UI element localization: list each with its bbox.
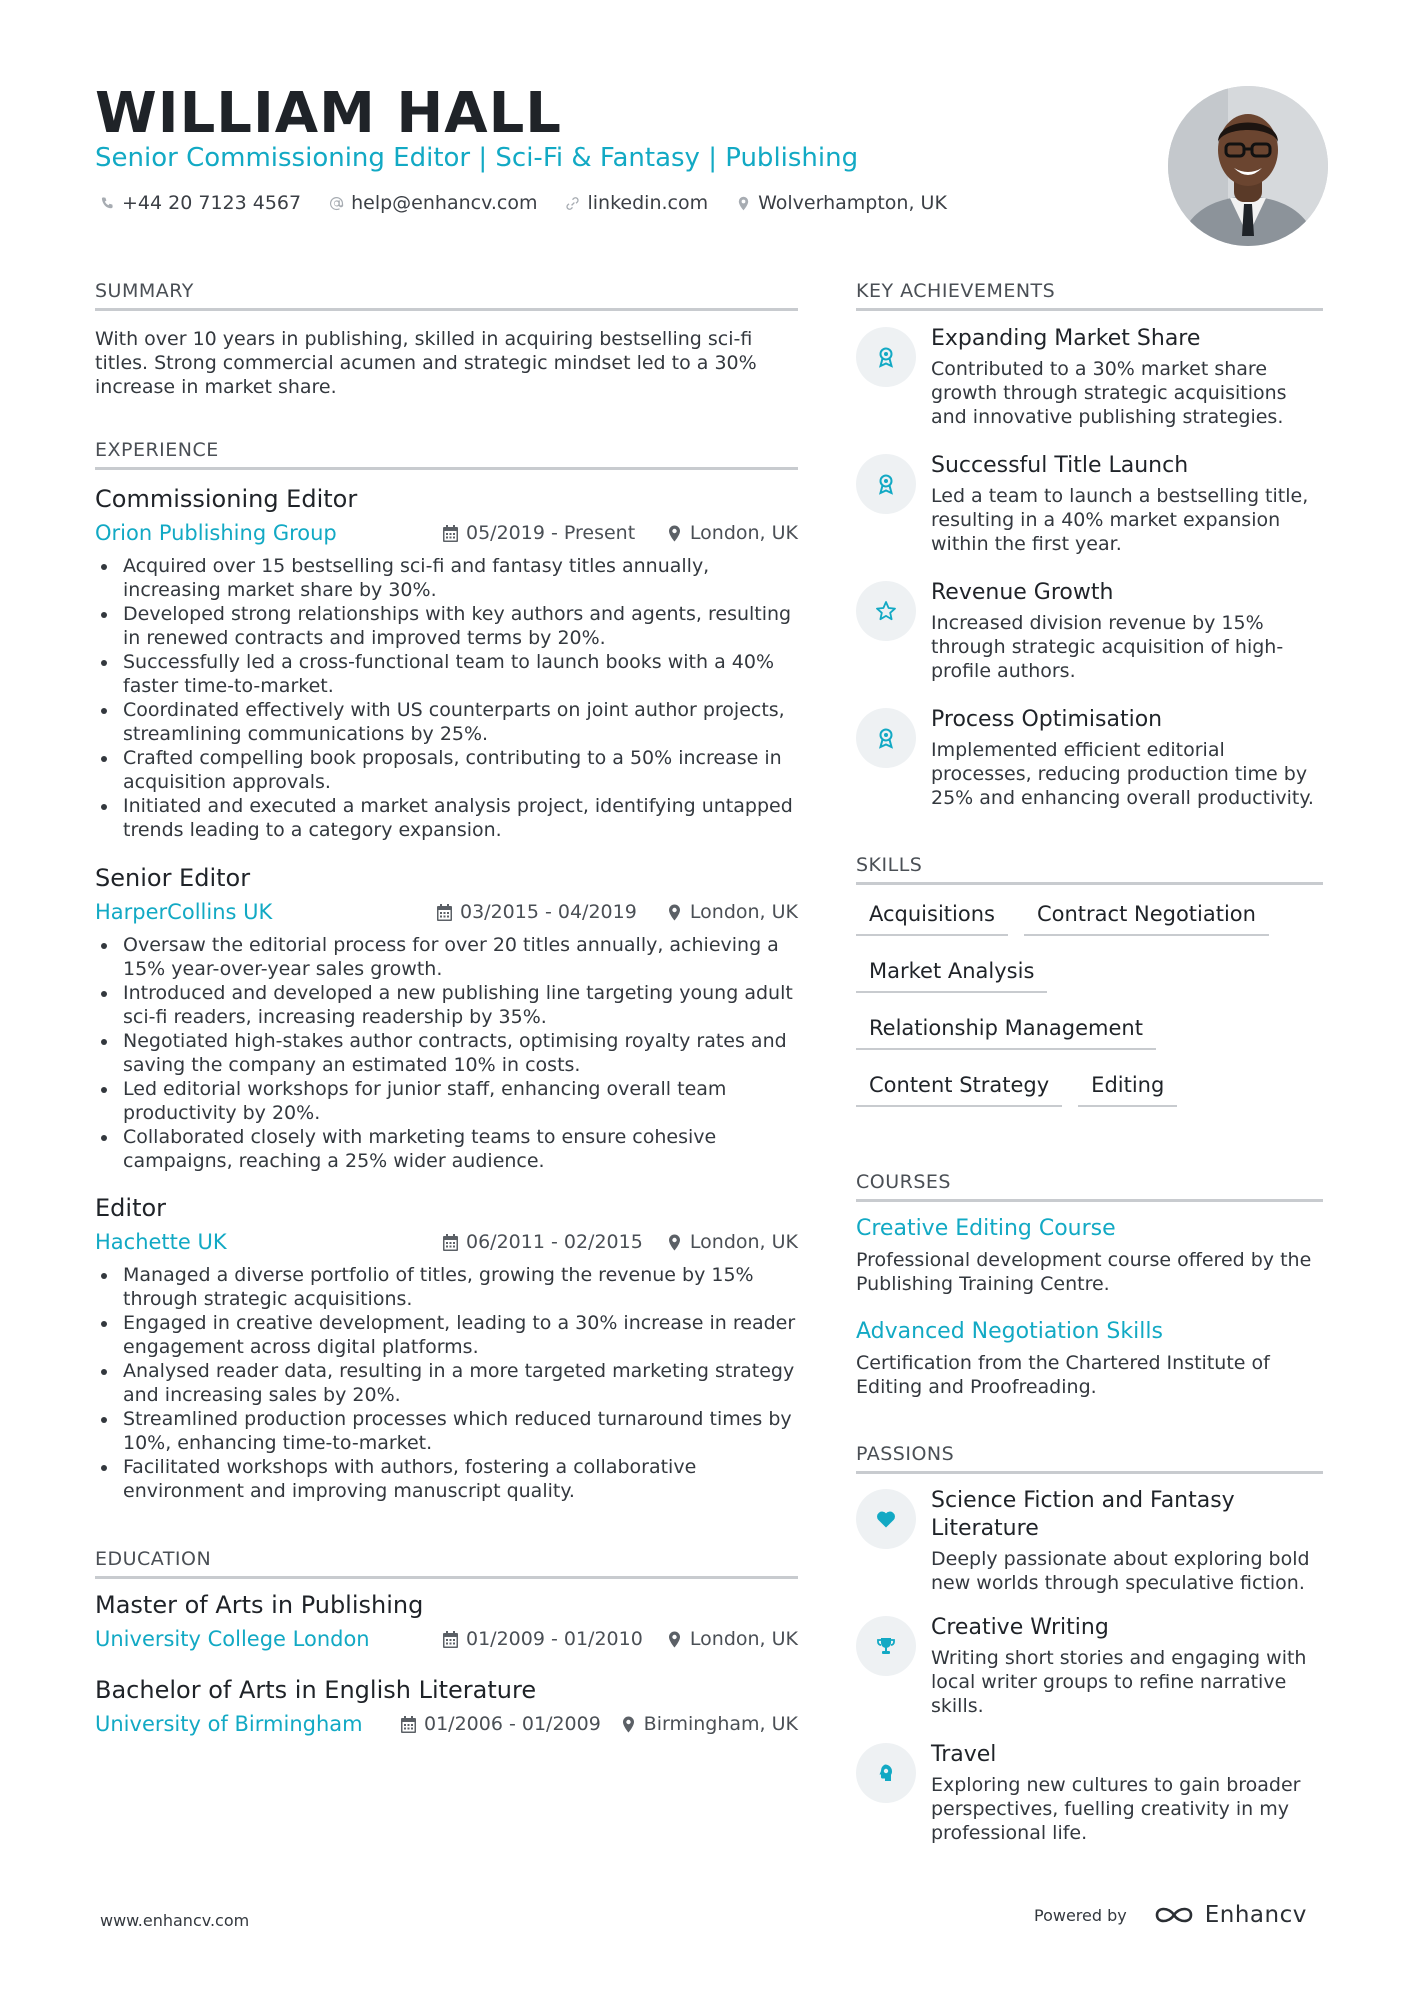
achievement-icon-wrap (856, 581, 916, 641)
award-icon (874, 345, 898, 369)
course-desc: Certification from the Chartered Institute of Editing and Proofreading. (856, 1352, 1270, 1398)
contact-location-text: Wolverhampton, UK (758, 192, 947, 214)
list-item: Streamlined production processes which reduced turnaround times by 10%, enhancing time-to-market. (95, 1407, 798, 1455)
footer-branding (1034, 1902, 1307, 1928)
skill-tag: Editing (1078, 1071, 1177, 1107)
map-pin-icon (621, 1716, 636, 1733)
contact-location (736, 190, 947, 216)
job-company: Orion Publishing Group (95, 521, 337, 545)
education-location (667, 1624, 798, 1654)
achievement-title: Expanding Market Share (931, 326, 1201, 351)
course-item (856, 1215, 1323, 1296)
education-degree: Bachelor of Arts in English Literature (95, 1676, 537, 1704)
list-item: Led editorial workshops for junior staff, enhancing overall team productivity by 20%. (95, 1077, 798, 1125)
brand-logo[interactable] (1151, 1902, 1307, 1928)
passion-body (931, 1487, 1326, 1595)
passion-desc: Exploring new cultures to gain broader perspectives, fuelling creativity in my professional life. (931, 1774, 1301, 1844)
section-title-experience: EXPERIENCE (95, 438, 798, 470)
passion-body (931, 1614, 1326, 1718)
passion-title: Travel (931, 1742, 997, 1767)
skill-tag: Market Analysis (856, 957, 1047, 993)
at-icon (329, 196, 344, 211)
skill-row (856, 1071, 1326, 1107)
job-meta (95, 518, 798, 548)
passion-icon-wrap (856, 1489, 916, 1549)
achievement-title: Process Optimisation (931, 707, 1163, 732)
passion-icon-wrap (856, 1743, 916, 1803)
list-item: Oversaw the editorial process for over 20 titles annually, achieving a 15% year-over-year sales growth. (95, 933, 798, 981)
list-item: Initiated and executed a market analysis project, identifying untapped trends leading to a category expansion. (95, 794, 798, 842)
education-entry (95, 1590, 798, 1654)
education-school: University College London (95, 1627, 370, 1651)
achievement-desc: Increased division revenue by 15% through strategic acquisition of high-profile authors. (931, 612, 1284, 682)
calendar-icon (443, 1234, 458, 1251)
education-meta (95, 1624, 798, 1654)
link-icon (565, 196, 580, 211)
list-item: Introduced and developed a new publishing line targeting young adult sci-fi readers, increasing readership by 35%. (95, 981, 798, 1029)
job-bullets (95, 554, 798, 842)
passion-body (931, 1741, 1326, 1845)
job-entry (95, 1193, 798, 1503)
job-role: Senior Editor (95, 864, 251, 892)
passion-title: Science Fiction and Fantasy Literature (931, 1488, 1235, 1541)
skill-tag: Acquisitions (856, 900, 1008, 936)
skill-tag: Relationship Management (856, 1014, 1156, 1050)
contact-bar (100, 190, 947, 216)
list-item: Acquired over 15 bestselling sci-fi and fantasy titles annually, increasing market share by 30%. (95, 554, 798, 602)
course-item (856, 1318, 1323, 1399)
map-pin-icon (667, 1234, 682, 1251)
map-pin-icon (667, 904, 682, 921)
job-location (667, 897, 798, 927)
achievement-item (856, 325, 1323, 435)
section-title-courses: COURSES (856, 1170, 1323, 1202)
award-icon (874, 472, 898, 496)
job-location-text: London, UK (689, 901, 798, 923)
list-item: Crafted compelling book proposals, contributing to a 50% increase in acquisition approvals. (95, 746, 798, 794)
skill-tag: Content Strategy (856, 1071, 1062, 1107)
infinity-logo-icon (1151, 1902, 1197, 1928)
education-dates (443, 1624, 643, 1654)
education-location-text: London, UK (689, 1628, 798, 1650)
course-desc: Professional development course offered by the Publishing Training Centre. (856, 1249, 1312, 1295)
map-pin-icon (736, 196, 751, 211)
education-dates (401, 1709, 601, 1739)
list-item: Analysed reader data, resulting in a more targeted marketing strategy and increasing sales by 20%. (95, 1359, 798, 1407)
map-pin-icon (667, 1631, 682, 1648)
achievement-title: Revenue Growth (931, 580, 1114, 605)
skill-row (856, 1014, 1326, 1050)
job-bullets (95, 933, 798, 1173)
job-entry (95, 484, 798, 842)
job-company: HarperCollins UK (95, 900, 273, 924)
achievement-desc: Led a team to launch a bestselling title, resulting in a 40% market expansion within the first year. (931, 485, 1309, 555)
candidate-name: WILLIAM HALL (95, 81, 562, 146)
job-location-text: London, UK (689, 1231, 798, 1253)
passion-item (856, 1487, 1323, 1597)
award-icon (874, 726, 898, 750)
profile-photo (1168, 86, 1328, 246)
list-item: Coordinated effectively with US counterparts on joint author projects, streamlining communications by 25%. (95, 698, 798, 746)
education-school: University of Birmingham (95, 1712, 363, 1736)
job-dates-text: 05/2019 - Present (466, 522, 636, 544)
education-degree: Master of Arts in Publishing (95, 1591, 424, 1619)
achievement-body (931, 579, 1326, 683)
passion-desc: Writing short stories and engaging with local writer groups to refine narrative skills. (931, 1647, 1307, 1717)
brand-name: Enhancv (1204, 1902, 1307, 1928)
passion-item (856, 1614, 1323, 1724)
achievement-desc: Contributed to a 30% market share growth through strategic acquisitions and innovative publishing strategies. (931, 358, 1287, 428)
phone-icon (100, 196, 115, 211)
passion-title: Creative Writing (931, 1615, 1109, 1640)
star-icon (874, 599, 898, 623)
achievement-title: Successful Title Launch (931, 453, 1189, 478)
education-dates-text: 01/2009 - 01/2010 (466, 1628, 643, 1650)
course-title: Creative Editing Course (856, 1216, 1116, 1241)
list-item: Managed a diverse portfolio of titles, growing the revenue by 15% through strategic acquisitions. (95, 1263, 798, 1311)
education-entry (95, 1675, 798, 1739)
job-role: Editor (95, 1194, 167, 1222)
list-item: Collaborated closely with marketing teams to ensure cohesive campaigns, reaching a 25% wider audience. (95, 1125, 798, 1173)
calendar-icon (401, 1716, 416, 1733)
contact-phone-text: +44 20 7123 4567 (122, 192, 302, 214)
job-location (667, 1227, 798, 1257)
achievement-item (856, 452, 1323, 562)
list-item: Successfully led a cross-functional team to launch books with a 40% faster time-to-market. (95, 650, 798, 698)
job-dates-text: 03/2015 - 04/2019 (460, 901, 637, 923)
course-title: Advanced Negotiation Skills (856, 1319, 1163, 1344)
list-item: Developed strong relationships with key authors and agents, resulting in renewed contracts and improved terms by 20%. (95, 602, 798, 650)
powered-by-text: Powered by (1034, 1905, 1127, 1925)
skills-list (856, 900, 1326, 1128)
achievement-icon-wrap (856, 708, 916, 768)
job-role: Commissioning Editor (95, 485, 358, 513)
job-location (667, 518, 798, 548)
heart-icon (874, 1507, 898, 1531)
job-company: Hachette UK (95, 1230, 227, 1254)
contact-email[interactable] (329, 190, 537, 216)
map-pin-icon (667, 525, 682, 542)
job-location-text: London, UK (689, 522, 798, 544)
avatar (1168, 86, 1328, 246)
contact-linkedin-text: linkedin.com (587, 192, 709, 214)
achievement-item (856, 579, 1323, 689)
skill-tag: Contract Negotiation (1024, 900, 1269, 936)
trophy-icon (874, 1634, 898, 1658)
list-item: Engaged in creative development, leading to a 30% increase in reader engagement across digital platforms. (95, 1311, 798, 1359)
passion-icon-wrap (856, 1616, 916, 1676)
list-item: Negotiated high-stakes author contracts, optimising royalty rates and saving the company an estimated 10% in costs. (95, 1029, 798, 1077)
job-dates (443, 1227, 643, 1257)
achievement-item (856, 706, 1323, 816)
job-meta (95, 897, 798, 927)
section-title-achievements: KEY ACHIEVEMENTS (856, 279, 1323, 311)
job-meta (95, 1227, 798, 1257)
education-meta (95, 1709, 798, 1739)
section-title-passions: PASSIONS (856, 1442, 1323, 1474)
job-dates-text: 06/2011 - 02/2015 (466, 1231, 643, 1253)
skill-row (856, 957, 1326, 993)
footer-website[interactable]: www.enhancv.com (100, 1911, 250, 1930)
calendar-icon (443, 525, 458, 542)
summary-text: With over 10 years in publishing, skilled in acquiring bestselling sci-fi titles. Strong commercial acumen and strategic mindset led to a 30% increase in market share. (95, 328, 757, 398)
achievement-body (931, 325, 1326, 429)
passion-desc: Deeply passionate about exploring bold new worlds through speculative fiction. (931, 1548, 1310, 1594)
achievement-icon-wrap (856, 327, 916, 387)
achievement-desc: Implemented efficient editorial processes, reducing production time by 25% and enhancing overall productivity. (931, 739, 1314, 809)
calendar-icon (443, 1631, 458, 1648)
head-icon (874, 1761, 898, 1785)
skill-row (856, 900, 1326, 936)
job-dates (437, 897, 637, 927)
section-title-summary: SUMMARY (95, 279, 798, 311)
passion-item (856, 1741, 1323, 1851)
job-entry (95, 863, 798, 1173)
job-dates (443, 518, 635, 548)
contact-phone[interactable] (100, 190, 301, 216)
education-location-text: Birmingham, UK (643, 1713, 798, 1735)
list-item: Facilitated workshops with authors, fostering a collaborative environment and improving manuscript quality. (95, 1455, 798, 1503)
job-bullets (95, 1263, 798, 1503)
headline: Senior Commissioning Editor | Sci-Fi & Fantasy | Publishing (95, 143, 859, 173)
achievement-icon-wrap (856, 454, 916, 514)
contact-linkedin[interactable] (565, 190, 708, 216)
contact-email-text: help@enhancv.com (351, 192, 538, 214)
calendar-icon (437, 904, 452, 921)
education-location (621, 1709, 798, 1739)
achievement-body (931, 706, 1326, 810)
section-title-education: EDUCATION (95, 1547, 798, 1579)
education-dates-text: 01/2006 - 01/2009 (424, 1713, 601, 1735)
section-title-skills: SKILLS (856, 853, 1323, 885)
achievement-body (931, 452, 1326, 556)
